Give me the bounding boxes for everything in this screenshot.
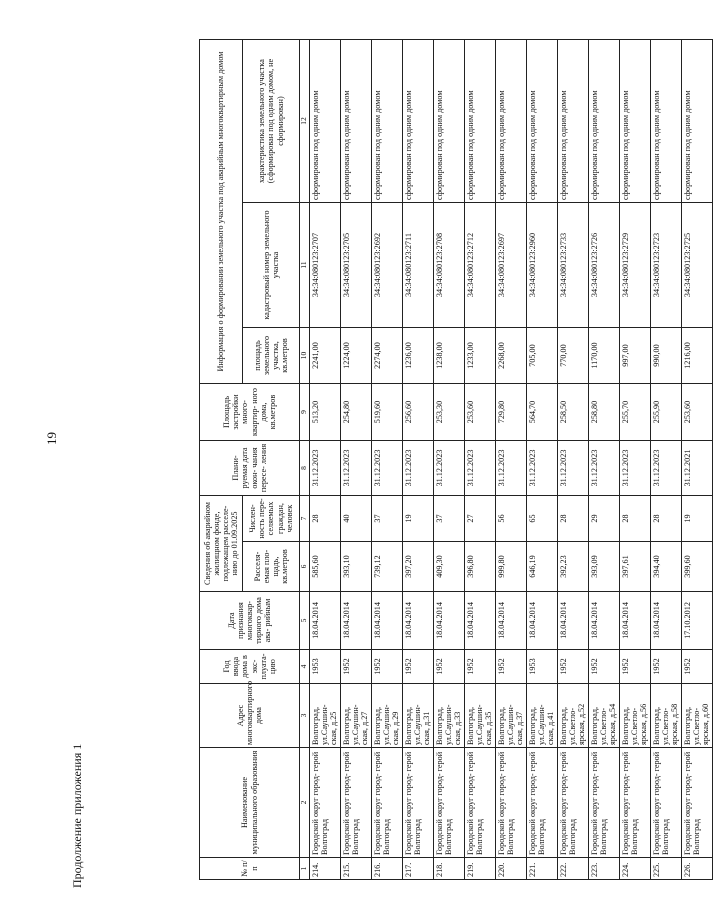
resettle-area-cell: 399,60: [682, 542, 713, 592]
row-number: 218.: [434, 858, 465, 880]
address-cell: Волгоград, ул.Саушин- ская, д.41: [527, 684, 558, 748]
land-area-cell: 997,00: [620, 328, 651, 384]
municipality-cell: Городской округ город- герой Волгоград: [558, 748, 589, 858]
municipality-cell: Городской округ город- герой Волгоград: [682, 748, 713, 858]
emergency-date-cell: 18.04.2014: [372, 592, 403, 650]
cadastral-cell: 34:34:080123:2733: [558, 203, 589, 328]
row-number: 214.: [310, 858, 341, 880]
municipality-cell: Городской округ город- герой Волгоград: [434, 748, 465, 858]
characteristic-cell: сформирован под одним домом: [496, 40, 527, 203]
table-row: [341, 40, 372, 880]
land-area-cell: 1236,00: [403, 328, 434, 384]
planned-date-cell: 31.12.2023: [310, 441, 341, 496]
people-cell: 19: [403, 496, 434, 542]
col-number: 11: [300, 203, 310, 328]
cadastral-cell: 34:34:080123:2707: [310, 203, 341, 328]
address-cell: Волгоград, ул.Саушин- ская, д.37: [496, 684, 527, 748]
col-number: 4: [300, 650, 310, 684]
table-row: [558, 40, 589, 880]
header-land-group: Информация о формировании земельного участка под аварийным многоквартирным домом: [200, 40, 243, 384]
emergency-date-cell: 18.04.2014: [558, 592, 589, 650]
row-number: 221.: [527, 858, 558, 880]
year-cell: 1953: [527, 650, 558, 684]
municipality-cell: Городской округ город- герой Волгоград: [403, 748, 434, 858]
row-number: 219.: [465, 858, 496, 880]
resettle-area-cell: 394,40: [651, 542, 682, 592]
col-number: 3: [300, 684, 310, 748]
land-area-cell: 2241,00: [310, 328, 341, 384]
year-cell: 1953: [310, 650, 341, 684]
col-number: 1: [300, 858, 310, 880]
year-cell: 1952: [341, 650, 372, 684]
continuation-title: Продолжение приложения 1: [70, 743, 84, 888]
emergency-date-cell: 18.04.2014: [651, 592, 682, 650]
table-row: [620, 40, 651, 880]
resettle-area-cell: 393,09: [589, 542, 620, 592]
row-number: 223.: [589, 858, 620, 880]
cadastral-cell: 34:34:080123:2708: [434, 203, 465, 328]
resettle-area-cell: 409,30: [434, 542, 465, 592]
land-area-cell: 1170,00: [589, 328, 620, 384]
municipality-cell: Городской округ город- герой Волгоград: [310, 748, 341, 858]
address-cell: Волгоград, ул.Саушин- ская, д.33: [434, 684, 465, 748]
land-area-cell: 1224,00: [341, 328, 372, 384]
building-area-cell: 258,80: [589, 384, 620, 441]
table-row: [496, 40, 527, 880]
people-cell: 29: [589, 496, 620, 542]
cadastral-cell: 34:34:080123:2711: [403, 203, 434, 328]
land-area-cell: 2274,00: [372, 328, 403, 384]
land-area-cell: 770,00: [558, 328, 589, 384]
cadastral-cell: 34:34:080123:2692: [372, 203, 403, 328]
cadastral-cell: 34:34:080123:2726: [589, 203, 620, 328]
building-area-cell: 564,70: [527, 384, 558, 441]
resettle-area-cell: 396,80: [465, 542, 496, 592]
building-area-cell: 255,90: [651, 384, 682, 441]
planned-date-cell: 31.12.2021: [682, 441, 713, 496]
municipality-cell: Городской округ город- герой Волгоград: [496, 748, 527, 858]
col-number: 6: [300, 542, 310, 592]
year-cell: 1952: [620, 650, 651, 684]
characteristic-cell: сформирован под одним домом: [434, 40, 465, 203]
building-area-cell: 253,60: [465, 384, 496, 441]
header-fund-group: Сведения об аварийном жилищном фонде, подлежащем расселе- нию до 01.09.2025: [200, 496, 243, 592]
characteristic-cell: сформирован под одним домом: [682, 40, 713, 203]
municipality-cell: Городской округ город- герой Волгоград: [651, 748, 682, 858]
year-cell: 1952: [434, 650, 465, 684]
table-row: [310, 40, 341, 880]
people-cell: 28: [310, 496, 341, 542]
characteristic-cell: сформирован под одним домом: [310, 40, 341, 203]
building-area-cell: 256,60: [403, 384, 434, 441]
address-cell: Волгоград, ул.Саушин- ская, д.25: [310, 684, 341, 748]
planned-date-cell: 31.12.2023: [620, 441, 651, 496]
cadastral-cell: 34:34:080123:2960: [527, 203, 558, 328]
resettle-area-cell: 397,61: [620, 542, 651, 592]
row-number: 222.: [558, 858, 589, 880]
municipality-cell: Городской округ город- герой Волгоград: [589, 748, 620, 858]
year-cell: 1952: [465, 650, 496, 684]
building-area-cell: 258,50: [558, 384, 589, 441]
col-number: 7: [300, 496, 310, 542]
people-cell: 65: [527, 496, 558, 542]
table-row: [527, 40, 558, 880]
year-cell: 1952: [589, 650, 620, 684]
cadastral-cell: 34:34:080123:2723: [651, 203, 682, 328]
row-number: 220.: [496, 858, 527, 880]
people-cell: 28: [620, 496, 651, 542]
people-cell: 19: [682, 496, 713, 542]
emergency-date-cell: 18.04.2014: [527, 592, 558, 650]
land-area-cell: 1216,00: [682, 328, 713, 384]
cadastral-cell: 34:34:080123:2697: [496, 203, 527, 328]
row-number: 217.: [403, 858, 434, 880]
characteristic-cell: сформирован под одним домом: [465, 40, 496, 203]
year-cell: 1952: [682, 650, 713, 684]
resettle-area-cell: 999,80: [496, 542, 527, 592]
col-number: 9: [300, 384, 310, 441]
people-cell: 56: [496, 496, 527, 542]
cadastral-cell: 34:34:080123:2725: [682, 203, 713, 328]
municipality-cell: Городской округ город- герой Волгоград: [465, 748, 496, 858]
resettle-area-cell: 397,20: [403, 542, 434, 592]
planned-date-cell: 31.12.2023: [496, 441, 527, 496]
municipality-cell: Городской округ город- герой Волгоград: [527, 748, 558, 858]
address-cell: Волгоград, ул.Саушин- ская, д.29: [372, 684, 403, 748]
row-number: 225.: [651, 858, 682, 880]
resettle-area-cell: 392,23: [558, 542, 589, 592]
address-cell: Волгоград, ул.Светло- ярская, д.60: [682, 684, 713, 748]
planned-date-cell: 31.12.2023: [527, 441, 558, 496]
col-number: 12: [300, 40, 310, 203]
emergency-date-cell: 18.04.2014: [589, 592, 620, 650]
row-number: 216.: [372, 858, 403, 880]
people-cell: 40: [341, 496, 372, 542]
resettle-area-cell: 739,12: [372, 542, 403, 592]
table-row: [372, 40, 403, 880]
municipality-cell: Городской округ город- герой Волгоград: [341, 748, 372, 858]
address-cell: Волгоград, ул.Саушин- ская, д.35: [465, 684, 496, 748]
year-cell: 1952: [558, 650, 589, 684]
header-area-resettle: Расселя- емая пло- щадь, кв.метров: [243, 542, 300, 592]
col-number: 8: [300, 441, 310, 496]
land-area-cell: 990,00: [651, 328, 682, 384]
planned-date-cell: 31.12.2023: [434, 441, 465, 496]
year-cell: 1952: [372, 650, 403, 684]
header-planned-date: Плани- руемая дата окон- чания пересе- ления: [200, 441, 300, 496]
table-row: [682, 40, 713, 880]
people-cell: 28: [558, 496, 589, 542]
header-row-1: [200, 40, 243, 880]
municipality-cell: Городской округ город- герой Волгоград: [620, 748, 651, 858]
resettle-area-cell: 585,60: [310, 542, 341, 592]
characteristic-cell: сформирован под одним домом: [651, 40, 682, 203]
row-number: 215.: [341, 858, 372, 880]
address-cell: Волгоград, ул.Светло- ярская, д.54: [589, 684, 620, 748]
address-cell: Волгоград, ул.Светло- ярская, д.56: [620, 684, 651, 748]
planned-date-cell: 31.12.2023: [341, 441, 372, 496]
characteristic-cell: сформирован под одним домом: [403, 40, 434, 203]
cadastral-cell: 34:34:080123:2705: [341, 203, 372, 328]
year-cell: 1952: [496, 650, 527, 684]
characteristic-cell: сформирован под одним домом: [620, 40, 651, 203]
land-area-cell: 705,00: [527, 328, 558, 384]
building-area-cell: 519,60: [372, 384, 403, 441]
column-number-row: [300, 40, 310, 880]
characteristic-cell: сформирован под одним домом: [558, 40, 589, 203]
address-cell: Волгоград, ул.Саушин- ская, д.27: [341, 684, 372, 748]
characteristic-cell: сформирован под одним домом: [589, 40, 620, 203]
rotated-table-container: [199, 40, 711, 880]
planned-date-cell: 31.12.2023: [651, 441, 682, 496]
table-row: [403, 40, 434, 880]
table-row: [434, 40, 465, 880]
header-n: № п/п: [200, 858, 300, 880]
planned-date-cell: 31.12.2023: [465, 441, 496, 496]
characteristic-cell: сформирован под одним домом: [527, 40, 558, 203]
emergency-date-cell: 18.04.2014: [341, 592, 372, 650]
emergency-date-cell: 18.04.2014: [403, 592, 434, 650]
year-cell: 1952: [651, 650, 682, 684]
header-emergency-date: Дата признания многоквар- тирного дома ава- рийным: [200, 592, 300, 650]
building-area-cell: 729,80: [496, 384, 527, 441]
table-body: [310, 40, 713, 880]
col-number: 10: [300, 328, 310, 384]
col-number: 2: [300, 748, 310, 858]
planned-date-cell: 31.12.2023: [403, 441, 434, 496]
emergency-housing-table: [199, 39, 713, 880]
header-municipality: Наименование муниципального образования: [200, 748, 300, 858]
cadastral-cell: 34:34:080123:2729: [620, 203, 651, 328]
row-number: 226.: [682, 858, 713, 880]
planned-date-cell: 31.12.2023: [372, 441, 403, 496]
building-area-cell: 253,60: [682, 384, 713, 441]
header-year: Год ввода дома в экс- плуата- цию: [200, 650, 300, 684]
year-cell: 1952: [403, 650, 434, 684]
people-cell: 28: [651, 496, 682, 542]
emergency-date-cell: 18.04.2014: [465, 592, 496, 650]
emergency-date-cell: 18.04.2014: [620, 592, 651, 650]
people-cell: 37: [372, 496, 403, 542]
cadastral-cell: 34:34:080123:2712: [465, 203, 496, 328]
address-cell: Волгоград, ул.Светло- ярская, д.52: [558, 684, 589, 748]
header-land-area: площадь земельного участка, кв.метров: [243, 328, 300, 384]
building-area-cell: 255,70: [620, 384, 651, 441]
characteristic-cell: сформирован под одним домом: [341, 40, 372, 203]
address-cell: Волгоград, ул.Светло- ярская, д.58: [651, 684, 682, 748]
header-address: Адрес многоквартирного дома: [200, 684, 300, 748]
emergency-date-cell: 18.04.2014: [496, 592, 527, 650]
land-area-cell: 1233,00: [465, 328, 496, 384]
header-cadastral: кадастровый номер земельного участка: [243, 203, 300, 328]
page-number: 19: [44, 432, 59, 445]
table-row: [465, 40, 496, 880]
emergency-date-cell: 18.04.2014: [310, 592, 341, 650]
table-row: [589, 40, 620, 880]
address-cell: Волгоград, ул.Саушин- ская, д.31: [403, 684, 434, 748]
resettle-area-cell: 646,19: [527, 542, 558, 592]
building-area-cell: 513,20: [310, 384, 341, 441]
municipality-cell: Городской округ город- герой Волгоград: [372, 748, 403, 858]
row-number: 224.: [620, 858, 651, 880]
emergency-date-cell: 17.10.2012: [682, 592, 713, 650]
col-number: 5: [300, 592, 310, 650]
header-building-area: Площадь застройки много- квартир- ного дома, кв.метров: [200, 384, 300, 441]
land-area-cell: 2268,00: [496, 328, 527, 384]
people-cell: 27: [465, 496, 496, 542]
planned-date-cell: 31.12.2023: [558, 441, 589, 496]
characteristic-cell: сформирован под одним домом: [372, 40, 403, 203]
resettle-area-cell: 393,10: [341, 542, 372, 592]
emergency-date-cell: 18.04.2014: [434, 592, 465, 650]
land-area-cell: 1238,00: [434, 328, 465, 384]
people-cell: 37: [434, 496, 465, 542]
header-people: Числен- ность пере- селяемых граждан, человек: [243, 496, 300, 542]
planned-date-cell: 31.12.2023: [589, 441, 620, 496]
header-characteristic: характеристика земельного участка (сформирован под одним домом, не сформирован): [243, 40, 300, 203]
table-row: [651, 40, 682, 880]
building-area-cell: 253,30: [434, 384, 465, 441]
building-area-cell: 254,80: [341, 384, 372, 441]
